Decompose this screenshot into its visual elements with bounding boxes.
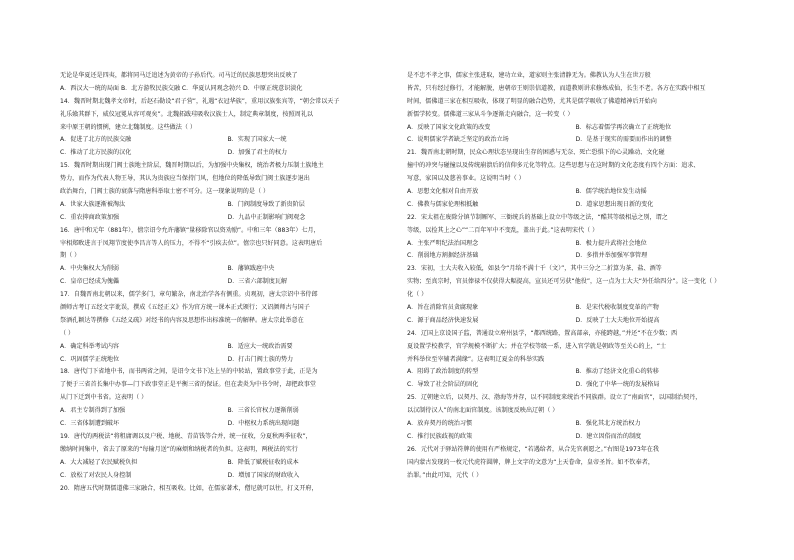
text-line: 从门下迁到中书省。这表明（ ） bbox=[60, 394, 148, 402]
text-line: 实物；至真宗时，官员俸禄不仅获得大幅提高，宣员还可另获“他役”，这一点为士大夫“外任给四分”。这一变化（ ） bbox=[407, 278, 721, 286]
text-line: 宰相郑畋进言于凤翔节度使李昌言等人的压力，不得不“引疾去位”。僖宗也只好同意。这表明唐后 bbox=[60, 239, 323, 247]
text-line: 是不忠不孝之事，儒家主张进取，建功立业，道家则主张清静无为。佛教认为人生在世万般 bbox=[407, 72, 651, 79]
option-row bbox=[407, 431, 744, 444]
option-row bbox=[60, 341, 395, 354]
text-line: 20．隋唐五代时期儒道佛三家融合，相互吸收。比如，在儒家著术，僧尼就可以往，打义开府， bbox=[60, 484, 318, 492]
answer-option: A．大大减轻了农民赋税负担 bbox=[60, 458, 138, 466]
answer-option: D．强化了中华一统的发展格局 bbox=[575, 381, 660, 389]
text-line: 夏设置学校教学，官学规模不断扩大；并在学校等级一系，进入官学就是朝政等至关心的上，“士 bbox=[407, 342, 667, 350]
answer-option: A．促进了北方的民族交融 bbox=[60, 136, 132, 144]
answer-option: A．思想文化相对自由开放 bbox=[407, 188, 479, 196]
text-line: 国内蒙古发现的一枚元代虎符圆牌，牌上文字的文意为“上天眷命，皇帝圣旨。如不钦奉者， bbox=[407, 458, 654, 466]
answer-option: A．主张严明纪法治国理念 bbox=[407, 239, 479, 247]
answer-option: B．是宋代税收制度变革的产物 bbox=[575, 304, 659, 312]
answer-option: D．是基于现实的需要而作出的调整 bbox=[575, 136, 672, 144]
option-row bbox=[60, 134, 395, 147]
text-line: 无论是华夏还是四夷，都将同马迁追述为黄帝的子孙后代。司马迁的民族思想突出反映了 bbox=[60, 72, 298, 79]
text-line: 皆苦，只有经过修行，才能解脱，唐朝帝王则崇信道教，而道教则讲求修炼成仙，长生不老。各方在实践中相互 bbox=[407, 84, 706, 92]
text-line: 18．唐代门下省地中书，而书两省之间，是诏令文书下达上呈的中转站，置政事堂于此，正是为 bbox=[60, 368, 318, 376]
text-line: 22．宋太祖在废除分镇节制厢军、三衙统兵的基础上设立中等级之法，“酷其等级相忌之别，谓之 bbox=[407, 213, 668, 221]
text-line: （ ） bbox=[60, 329, 75, 337]
answer-option: B．三省长官权力逐渐削弱 bbox=[227, 407, 299, 415]
text-line: 礼乐飨其群下，威仪冠冕从容可观矣”。北魏拓跋珪吸收汉族士人，制定典章制度，按照周礼以 bbox=[60, 110, 314, 118]
answer-option: C．推动了北方民族的汉化 bbox=[60, 149, 132, 157]
answer-option: B．儒学统治地位发生动摇 bbox=[575, 188, 647, 196]
answer-option: C．源于商品经济快速发展 bbox=[407, 316, 479, 324]
text-line: 23．宋初，士大夫收入较低，如县令“月给不满十千（文）”，其中三分之二折算为茶、盐、酒等 bbox=[407, 265, 662, 273]
answer-option: D．三省六部制度瓦解 bbox=[227, 278, 288, 286]
answer-option: C．皇帝已经成为傀儡 bbox=[60, 278, 120, 286]
answer-option: C．推行民族歧视的政策 bbox=[407, 432, 473, 440]
right-column bbox=[407, 70, 744, 483]
answer-option: C．说明儒家学者缺乏坚定的政治立场 bbox=[407, 136, 509, 144]
option-row bbox=[60, 212, 395, 225]
answer-option: B．藩镇跋扈中央 bbox=[227, 265, 275, 273]
answer-option: C．放松了对农民人身控制 bbox=[60, 471, 132, 479]
text-line: 15．魏晋时期出现门阀士族地主阶层，魏晋时期以后，为加强中央集权，统治者极力压制士族地主 bbox=[60, 162, 324, 170]
option-row bbox=[407, 199, 744, 212]
option-row bbox=[407, 134, 744, 147]
option-row bbox=[407, 250, 744, 263]
left-column bbox=[60, 70, 395, 495]
option-row bbox=[407, 302, 744, 315]
text-line: 21．魏晋南北朝时期，民众心理状态呈现出生存的困惑与无奈、死亡恐惧下的心灵躁动、文化碰 bbox=[407, 149, 665, 157]
answer-option: A．确定科举考试内容 bbox=[60, 342, 120, 350]
answer-option: B．实现了国家大一统 bbox=[227, 136, 287, 144]
answer-option: D．多措并举加强军事管理 bbox=[575, 252, 648, 260]
option-row bbox=[60, 354, 395, 367]
answer-option: A．放弃契丹的统治习惯 bbox=[407, 420, 473, 428]
text-line: 并科举位至宰辅者满缘”。这表明辽夏金的科举实践 bbox=[407, 355, 545, 363]
answer-option: D．反映了士大夫地位开始提高 bbox=[575, 316, 660, 324]
answer-option: C．重农抑商政策加强 bbox=[60, 213, 120, 221]
answer-option: D．九品中正制影响门阀观念 bbox=[227, 213, 306, 221]
text-line: 撞中的冲突与碰撞以及传统崩溃后的信仰多元化等特点。这些思想与在这时期的文化态度有四个方面：追求、 bbox=[407, 162, 700, 170]
answer-option: D．道家思想出现日新的变化 bbox=[575, 200, 654, 208]
answer-option: A．旨在消除官员贪腐现象 bbox=[407, 304, 479, 312]
text-line: 政治舞台，门阀士族的衰落与隋唐科举取士密不可分。这一现象说明的是（ ） bbox=[60, 188, 270, 196]
answer-option: C．佛教与儒家伦理相抵触 bbox=[407, 200, 479, 208]
option-row bbox=[60, 276, 395, 289]
answer-option: A．世家大族逐渐被淘汰 bbox=[60, 200, 126, 208]
text-line: 治罪。”由此可知，元代（ ） bbox=[407, 471, 483, 479]
text-line: 25．辽朝建立后，以契丹、汉、渤海等并存，以不同制度来统治不同族群。设立了“南面官”，以国制治契丹， bbox=[407, 394, 702, 402]
answer-option: A．中央集权大为削弱 bbox=[60, 265, 120, 273]
text-line: 缴纳时间集中，省去了原来的“每输月送”的麻烦和纳税者的负担。这表明，两税法的实行 bbox=[60, 445, 298, 453]
option-row bbox=[60, 470, 395, 483]
text-line: 新儒学转变。儒佛道三家从斗争逐渐走向融合，这一转变（ ） bbox=[407, 110, 574, 118]
text-line: 16．唐中和元年（881年），僖宗诏令允许藩镇“量移除官以资劝励”。中和三年（883年）七月， bbox=[60, 226, 320, 234]
option-row bbox=[407, 366, 744, 379]
option-row bbox=[407, 122, 744, 135]
text-line: 14．魏晋时期北魏孝文帝时，后赵石勒设“君子营”，礼遇“衣冠华族”，重用汉族张宾等，“朝会常以天子 bbox=[60, 97, 340, 105]
answer-option: C．导致了社会阶层的固化 bbox=[407, 381, 479, 389]
option-row bbox=[407, 418, 744, 431]
answer-option: B．降低了赋税征收的成本 bbox=[227, 458, 299, 466]
answer-option: A．君主专制得到了加强 bbox=[60, 407, 126, 415]
answer-option: D．打击门阀士族的势力 bbox=[227, 355, 294, 363]
text-line: 化（ ） bbox=[407, 291, 428, 299]
answer-option: B．标志着儒学再次确立了正统地位 bbox=[575, 123, 672, 131]
option-row bbox=[60, 405, 395, 418]
text-line: 24．辽国上京设国子监，普通设立府州县学，“都西统路，置高部亲，亦能跨越，”并还“不在少数；西 bbox=[407, 329, 678, 337]
text-line: 期（ ） bbox=[60, 252, 81, 260]
text-line: A．西汉大一统的局面 B．北方游牧民族交融 C．华夏认同观念勃兴 D．中原正统意识淡化 bbox=[60, 84, 303, 92]
text-line: 以汉制待汉人”的南北面官制度。该制度反映出辽朝（ ） bbox=[407, 407, 559, 415]
text-line: 了便于三省首长集中办事—门下政事堂正是平衡三省的保证。但在裴炎为中书令时，却把政事堂 bbox=[60, 381, 316, 389]
option-row bbox=[407, 379, 744, 392]
text-line: 等级，以捡其上之心”“二百年军中不变乱，盖出于此。”这表明宋代（ ） bbox=[407, 226, 599, 234]
option-row bbox=[60, 418, 395, 431]
answer-option: D．增加了国家的财政收入 bbox=[227, 471, 300, 479]
option-row bbox=[60, 199, 395, 212]
text-line: 祭酒孔颖达等撰修《五经义疏》对经书的内容及思想作出标准统一的解释。唐太宗此举意在 bbox=[60, 316, 304, 324]
option-row bbox=[407, 186, 744, 199]
text-line: 颜师古考订五经文字讹误，撰成《五经正义》作为官方统一课本正式颁行；又诏颜师古与国子 bbox=[60, 304, 310, 312]
option-row bbox=[60, 147, 395, 160]
text-line: 来中原王朝的惯例，建立北魏制度。这些做法（ ） bbox=[60, 123, 196, 131]
answer-option: A．反映了国家文化政策的改变 bbox=[407, 123, 491, 131]
answer-option: D．加强了君主的权力 bbox=[227, 149, 288, 157]
text-line: 19．唐代的两税法“将租庸调以及户税、地税、青苗钱等合并，统一征收，分夏秋两季征收”， bbox=[60, 432, 312, 440]
answer-option: C．巩固儒学正统地位 bbox=[60, 355, 120, 363]
option-row bbox=[407, 315, 744, 328]
answer-option: A．阻碍了政治制度的转型 bbox=[407, 368, 479, 376]
text-line: 写意，家国以及慈善事业。这说明当时（ ） bbox=[407, 175, 525, 183]
answer-option: B．极力提升武将社会地位 bbox=[575, 239, 647, 247]
option-row bbox=[60, 263, 395, 276]
answer-option: B．强化其北方统治权力 bbox=[575, 420, 641, 428]
answer-option: B．门阀制度导致了新贵阶层 bbox=[227, 200, 305, 208]
answer-option: D．中枢权力系统出现问题 bbox=[227, 420, 300, 428]
answer-option: B．推动了经济文化重心的转移 bbox=[575, 368, 659, 376]
option-row bbox=[407, 238, 744, 251]
answer-option: C．三省体制遭到破坏 bbox=[60, 420, 120, 428]
answer-option: D．建立因俗而治的制度 bbox=[575, 432, 642, 440]
text-line: 17．自魏晋南北朝以来，儒学多门，章句繁杂，南北治学各有侧重。贞观初，唐太宗诏中书侍郎 bbox=[60, 291, 318, 299]
text-line: 时间，儒佛道三家在相互吸收，体现了明显的融合趋势，尤其是儒学吸收了佛道精神后开始向 bbox=[407, 97, 657, 105]
answer-option: B．适应大一统政治需要 bbox=[227, 342, 293, 350]
answer-option: C．削弱地方割据经济基础 bbox=[407, 252, 479, 260]
text-line: 26．元代对于驿站符牌的使用有严格规定，“若遇给者，从合先官刹愿之。”右图是1973年在我 bbox=[407, 445, 659, 453]
text-line: 势力，而作为代表人物王导，其认为贵族应当保持门风，但地位的降低导致门阀士族逐步退出 bbox=[60, 175, 310, 183]
option-row bbox=[60, 457, 395, 470]
